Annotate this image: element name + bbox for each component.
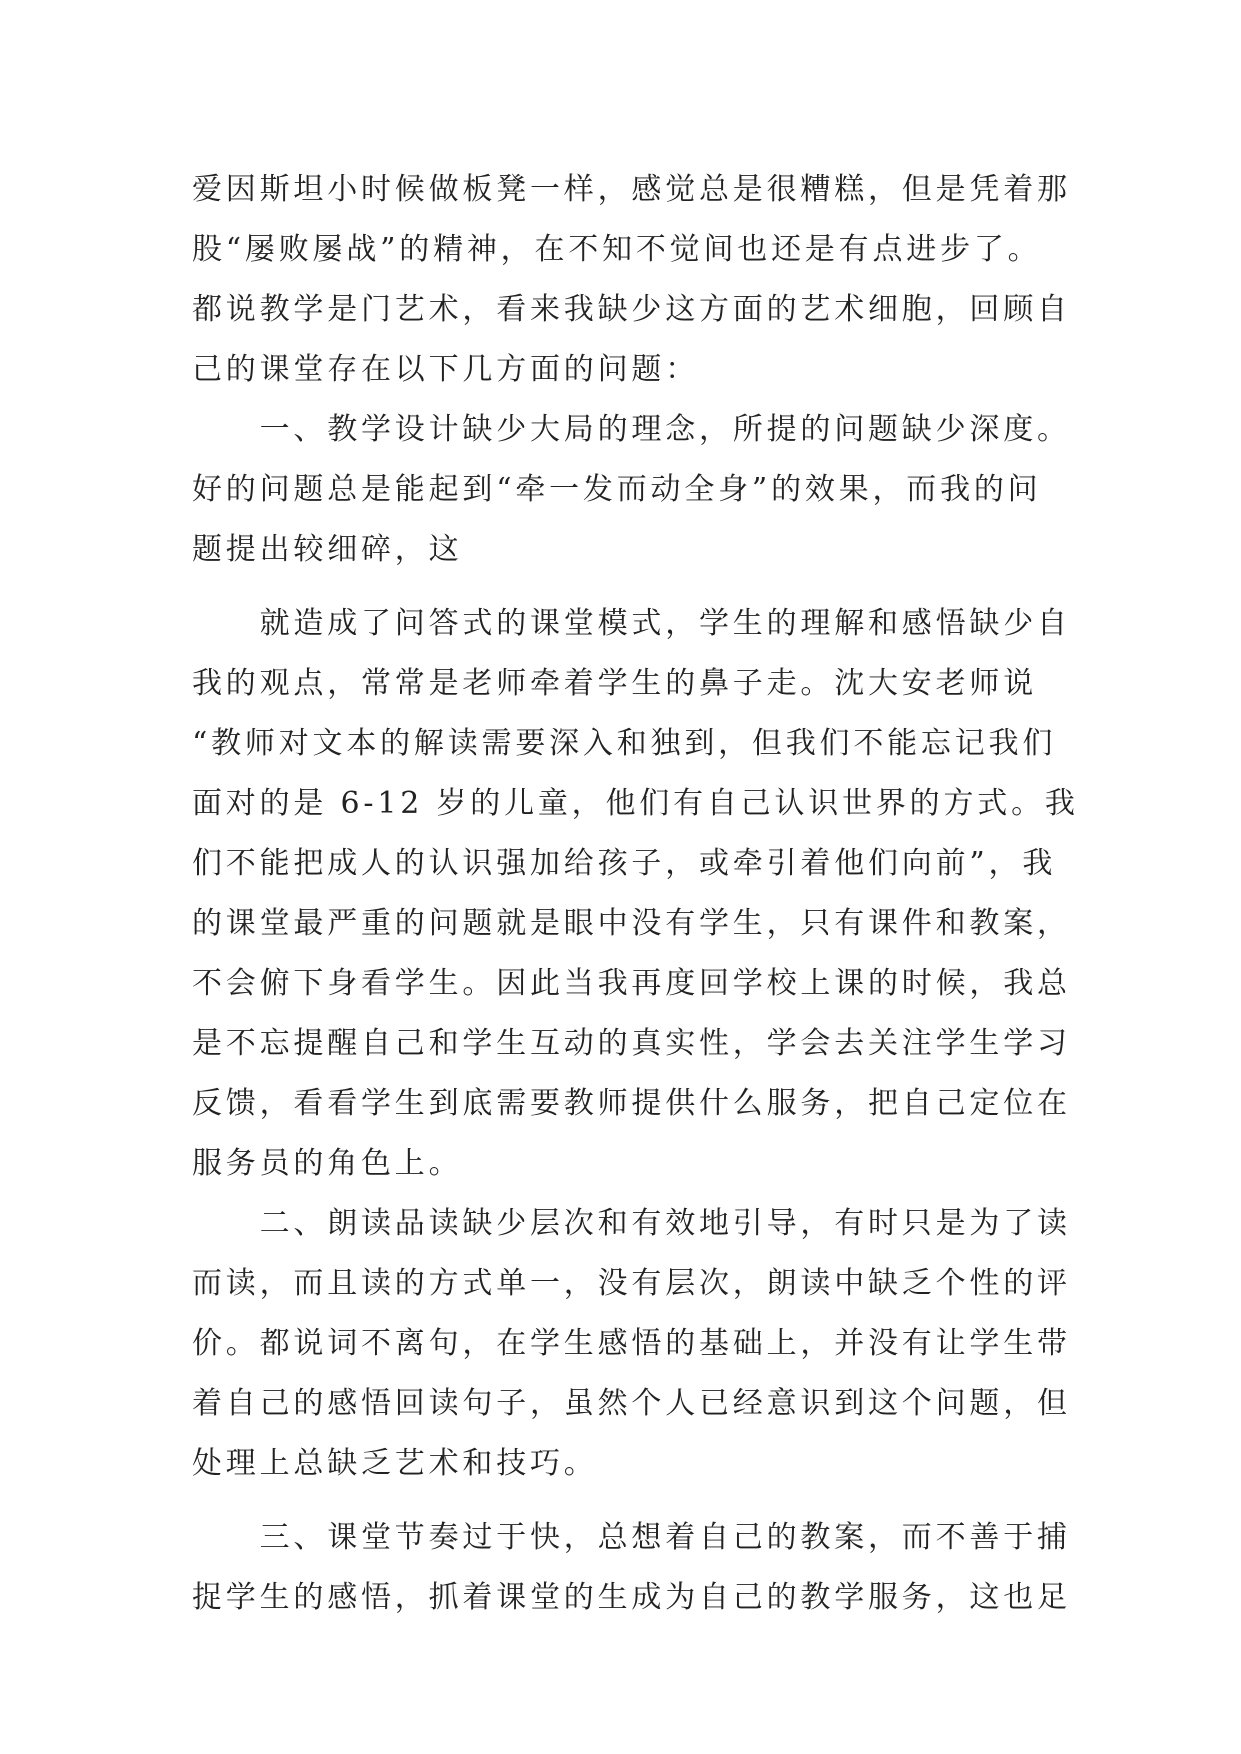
text-line: 着自己的感悟回读句子，虽然个人已经意识到这个问题，但: [192, 1386, 1071, 1421]
text-line: 而读，而且读的方式单一，没有层次，朗读中缺乏个性的评: [192, 1266, 1071, 1301]
text-line: 己的课堂存在以下几方面的问题：: [192, 352, 699, 387]
text-line: 处理上总缺乏艺术和技巧。: [192, 1446, 598, 1481]
text-line: 都说教学是门艺术，看来我缺少这方面的艺术细胞，回顾自: [192, 292, 1071, 327]
text-line: 是不忘提醒自己和学生互动的真实性，学会去关注学生学习: [192, 1026, 1071, 1061]
text-line: 爱因斯坦小时候做板凳一样，感觉总是很糟糕，但是凭着那: [192, 172, 1071, 207]
text-line: “教师对文本的解读需要深入和独到，但我们不能忘记我们: [192, 726, 1057, 761]
text-line: 就造成了问答式的课堂模式，学生的理解和感悟缺少自: [192, 606, 1071, 641]
text-line: 好的问题总是能起到“牵一发而动全身”的效果，而我的问: [192, 472, 1042, 507]
text-line: 股“屡败屡战”的精神，在不知不觉间也还是有点进步了。: [192, 232, 1042, 267]
document-body: [192, 160, 1079, 1628]
text-line: 们不能把成人的认识强加给孩子，或牵引着他们向前”，我: [192, 846, 1057, 881]
text-line: 不会俯下身看学生。因此当我再度回学校上课的时候，我总: [192, 966, 1071, 1001]
text-line: 三、课堂节奏过于快，总想着自己的教案，而不善于捕: [192, 1520, 1071, 1555]
text-line: 服务员的角色上。: [192, 1146, 463, 1181]
text-line: 面对的是 6-12 岁的儿童，他们有自己认识世界的方式。我: [192, 786, 1079, 821]
paragraph-gap: [192, 1494, 1072, 1508]
text-line: 二、朗读品读缺少层次和有效地引导，有时只是为了读: [192, 1206, 1071, 1241]
text-line: 价。都说词不离句，在学生感悟的基础上，并没有让学生带: [192, 1326, 1071, 1361]
paragraph-gap: [192, 580, 1072, 594]
text-line: 的课堂最严重的问题就是眼中没有学生，只有课件和教案，: [192, 906, 1071, 941]
text-line: 我的观点，常常是老师牵着学生的鼻子走。沈大安老师说: [192, 666, 1037, 701]
text-line: 一、教学设计缺少大局的理念，所提的问题缺少深度。: [192, 412, 1071, 447]
text-line: 题提出较细碎，这: [192, 532, 463, 567]
text-line: 捉学生的感悟，抓着课堂的生成为自己的教学服务，这也足: [192, 1580, 1071, 1615]
text-line: 反馈，看看学生到底需要教师提供什么服务，把自己定位在: [192, 1086, 1071, 1121]
